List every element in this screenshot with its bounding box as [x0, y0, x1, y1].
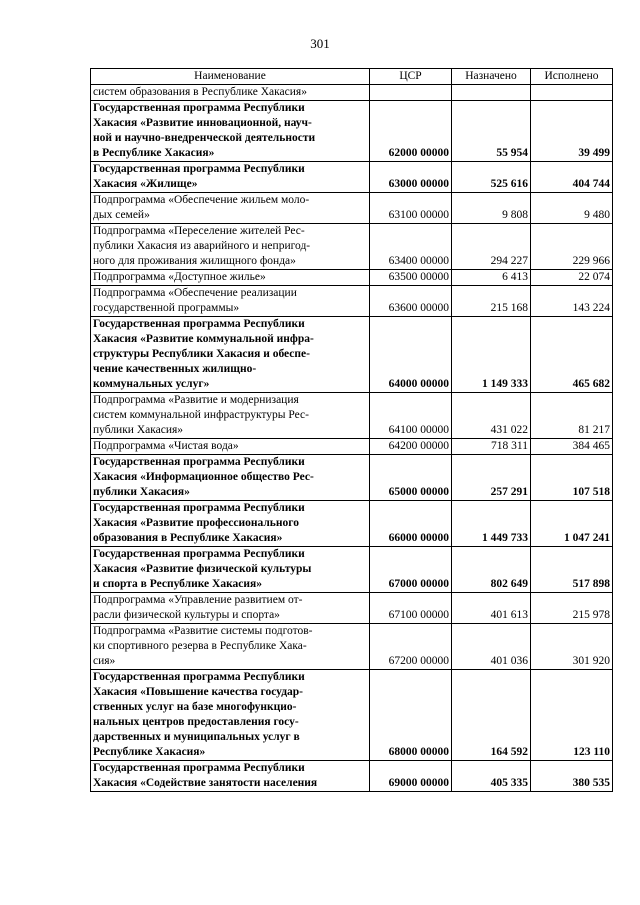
- row-csr-cell: 66000 00000: [370, 501, 452, 547]
- row-executed-cell: 9 480: [531, 193, 613, 224]
- row-executed-cell: 465 682: [531, 317, 613, 393]
- table-header-row: [91, 69, 613, 85]
- table-row: [91, 85, 613, 101]
- row-executed-cell: 123 110: [531, 670, 613, 761]
- row-executed-cell: 229 966: [531, 224, 613, 270]
- row-csr-cell: 67200 00000: [370, 624, 452, 670]
- row-executed-cell: 81 217: [531, 393, 613, 439]
- row-csr-cell: 69000 00000: [370, 761, 452, 792]
- row-executed-cell: 301 920: [531, 624, 613, 670]
- row-planned-cell: 9 808: [452, 193, 531, 224]
- row-executed-cell: 517 898: [531, 547, 613, 593]
- row-planned-cell: 431 022: [452, 393, 531, 439]
- row-executed-cell: 384 465: [531, 439, 613, 455]
- page-number: 301: [310, 36, 330, 51]
- row-executed-cell: 143 224: [531, 286, 613, 317]
- row-planned-cell: 164 592: [452, 670, 531, 761]
- row-name-cell: Государственная программа Республики Хакасия «Развитие коммунальной инфра- структуры Республики Хакасия и обеспе- чение качественных жилищно- коммунальных услуг»: [91, 317, 370, 393]
- row-csr-cell: [370, 85, 452, 101]
- row-name-cell: Государственная программа Республики Хакасия «Повышение качества государ- ственных услуг на базе многофункцио- нальных центров предоставления госу- дарственных и муниципальных услуг в Республике Хакасия»: [91, 670, 370, 761]
- row-executed-cell: 380 535: [531, 761, 613, 792]
- row-csr-cell: 64000 00000: [370, 317, 452, 393]
- row-planned-cell: [452, 85, 531, 101]
- row-csr-cell: 65000 00000: [370, 455, 452, 501]
- row-executed-cell: 1 047 241: [531, 501, 613, 547]
- row-executed-cell: 215 978: [531, 593, 613, 624]
- row-csr-cell: 64100 00000: [370, 393, 452, 439]
- table-row: [91, 624, 613, 670]
- row-name-cell: Подпрограмма «Чистая вода»: [91, 439, 370, 455]
- row-csr-cell: 62000 00000: [370, 101, 452, 162]
- header-name: Наименование: [91, 69, 370, 85]
- table-row: [91, 393, 613, 439]
- row-name-cell: Подпрограмма «Доступное жилье»: [91, 270, 370, 286]
- row-name-cell: Государственная программа Республики Хакасия «Развитие инновационной, науч- ной и научно-внедренческой деятельности в Республике Хакасия»: [91, 101, 370, 162]
- row-planned-cell: 802 649: [452, 547, 531, 593]
- table-row: [91, 162, 613, 193]
- row-name-cell: Государственная программа Республики Хакасия «Развитие профессионального образования в Республике Хакасия»: [91, 501, 370, 547]
- row-planned-cell: 401 613: [452, 593, 531, 624]
- table-row: [91, 101, 613, 162]
- row-name-cell: Подпрограмма «Обеспечение реализации государственной программы»: [91, 286, 370, 317]
- row-csr-cell: 63400 00000: [370, 224, 452, 270]
- row-executed-cell: 107 518: [531, 455, 613, 501]
- row-planned-cell: 525 616: [452, 162, 531, 193]
- row-executed-cell: 22 074: [531, 270, 613, 286]
- budget-table: [90, 68, 613, 792]
- row-planned-cell: 401 036: [452, 624, 531, 670]
- table-row: [91, 670, 613, 761]
- row-csr-cell: 63500 00000: [370, 270, 452, 286]
- row-planned-cell: 215 168: [452, 286, 531, 317]
- header-executed: Исполнено: [531, 69, 613, 85]
- table-row: [91, 501, 613, 547]
- row-planned-cell: 405 335: [452, 761, 531, 792]
- row-csr-cell: 67100 00000: [370, 593, 452, 624]
- row-name-cell: систем образования в Республике Хакасия»: [91, 85, 370, 101]
- row-name-cell: Подпрограмма «Развитие и модернизация систем коммунальной инфраструктуры Рес- публики Хакасия»: [91, 393, 370, 439]
- row-csr-cell: 64200 00000: [370, 439, 452, 455]
- row-planned-cell: 6 413: [452, 270, 531, 286]
- table-body: [91, 85, 613, 792]
- row-csr-cell: 67000 00000: [370, 547, 452, 593]
- row-name-cell: Государственная программа Республики Хакасия «Информационное общество Рес- публики Хакасия»: [91, 455, 370, 501]
- table-row: [91, 286, 613, 317]
- row-planned-cell: 294 227: [452, 224, 531, 270]
- row-planned-cell: 1 449 733: [452, 501, 531, 547]
- row-executed-cell: 39 499: [531, 101, 613, 162]
- table-row: [91, 593, 613, 624]
- row-name-cell: Подпрограмма «Управление развитием от- расли физической культуры и спорта»: [91, 593, 370, 624]
- row-executed-cell: 404 744: [531, 162, 613, 193]
- row-csr-cell: 63000 00000: [370, 162, 452, 193]
- table-row: [91, 761, 613, 792]
- table-row: [91, 455, 613, 501]
- row-csr-cell: 63100 00000: [370, 193, 452, 224]
- table-row: [91, 547, 613, 593]
- table-row: [91, 317, 613, 393]
- row-executed-cell: [531, 85, 613, 101]
- row-name-cell: Подпрограмма «Переселение жителей Рес- публики Хакасия из аварийного и непригод- ного для проживания жилищного фонда»: [91, 224, 370, 270]
- table-row: [91, 439, 613, 455]
- row-csr-cell: 63600 00000: [370, 286, 452, 317]
- row-planned-cell: 55 954: [452, 101, 531, 162]
- row-planned-cell: 1 149 333: [452, 317, 531, 393]
- row-planned-cell: 257 291: [452, 455, 531, 501]
- header-planned: Назначено: [452, 69, 531, 85]
- row-csr-cell: 68000 00000: [370, 670, 452, 761]
- table-row: [91, 224, 613, 270]
- table-row: [91, 270, 613, 286]
- header-csr: ЦСР: [370, 69, 452, 85]
- row-name-cell: Государственная программа Республики Хакасия «Развитие физической культуры и спорта в Республике Хакасия»: [91, 547, 370, 593]
- row-name-cell: Подпрограмма «Обеспечение жильем моло- дых семей»: [91, 193, 370, 224]
- row-planned-cell: 718 311: [452, 439, 531, 455]
- row-name-cell: Подпрограмма «Развитие системы подготов- ки спортивного резерва в Республике Хака- сия»: [91, 624, 370, 670]
- table-row: [91, 193, 613, 224]
- row-name-cell: Государственная программа Республики Хакасия «Жилище»: [91, 162, 370, 193]
- row-name-cell: Государственная программа Республики Хакасия «Содействие занятости населения: [91, 761, 370, 792]
